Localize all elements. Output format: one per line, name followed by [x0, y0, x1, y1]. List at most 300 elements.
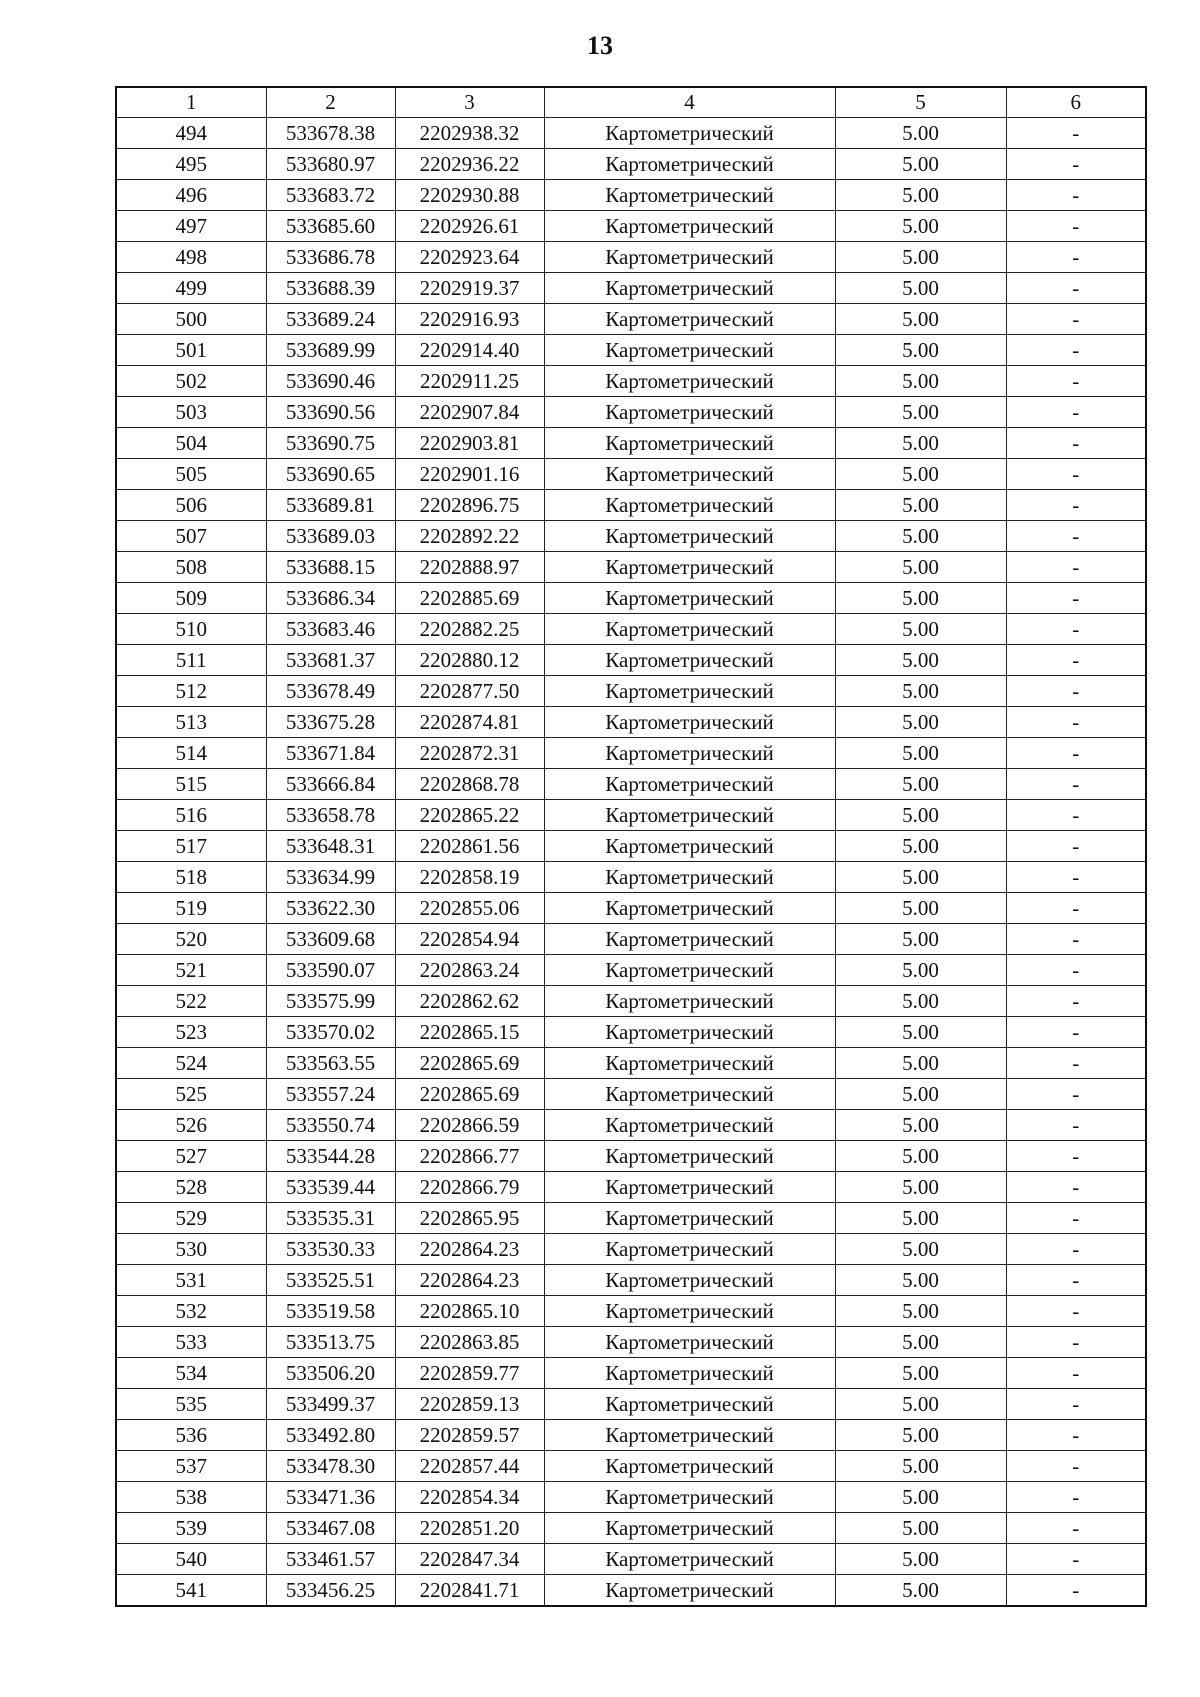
y-coordinate-cell: 2202863.85 — [395, 1327, 544, 1358]
accuracy-cell: 5.00 — [835, 1575, 1006, 1607]
method-cell: Картометрический — [544, 676, 835, 707]
y-coordinate-cell: 2202865.95 — [395, 1203, 544, 1234]
y-coordinate-cell: 2202866.77 — [395, 1141, 544, 1172]
x-coordinate-cell: 533539.44 — [266, 1172, 395, 1203]
table-row — [116, 1513, 1146, 1544]
note-cell: - — [1006, 800, 1146, 831]
method-cell: Картометрический — [544, 211, 835, 242]
accuracy-cell: 5.00 — [835, 180, 1006, 211]
table-row — [116, 800, 1146, 831]
note-cell: - — [1006, 552, 1146, 583]
x-coordinate-cell: 533678.38 — [266, 118, 395, 149]
accuracy-cell: 5.00 — [835, 924, 1006, 955]
note-cell: - — [1006, 1296, 1146, 1327]
table-row — [116, 583, 1146, 614]
method-cell: Картометрический — [544, 738, 835, 769]
x-coordinate-cell: 533461.57 — [266, 1544, 395, 1575]
point-number-cell: 518 — [116, 862, 266, 893]
y-coordinate-cell: 2202866.79 — [395, 1172, 544, 1203]
table-row — [116, 521, 1146, 552]
point-number-cell: 497 — [116, 211, 266, 242]
y-coordinate-cell: 2202865.69 — [395, 1079, 544, 1110]
x-coordinate-cell: 533590.07 — [266, 955, 395, 986]
x-coordinate-cell: 533634.99 — [266, 862, 395, 893]
note-cell: - — [1006, 1575, 1146, 1607]
note-cell: - — [1006, 242, 1146, 273]
method-cell: Картометрический — [544, 335, 835, 366]
x-coordinate-cell: 533467.08 — [266, 1513, 395, 1544]
point-number-cell: 502 — [116, 366, 266, 397]
x-coordinate-cell: 533683.46 — [266, 614, 395, 645]
point-number-cell: 509 — [116, 583, 266, 614]
accuracy-cell: 5.00 — [835, 428, 1006, 459]
point-number-cell: 526 — [116, 1110, 266, 1141]
x-coordinate-cell: 533680.97 — [266, 149, 395, 180]
x-coordinate-cell: 533690.75 — [266, 428, 395, 459]
point-number-cell: 496 — [116, 180, 266, 211]
accuracy-cell: 5.00 — [835, 304, 1006, 335]
x-coordinate-cell: 533648.31 — [266, 831, 395, 862]
note-cell: - — [1006, 831, 1146, 862]
x-coordinate-cell: 533690.56 — [266, 397, 395, 428]
x-coordinate-cell: 533544.28 — [266, 1141, 395, 1172]
note-cell: - — [1006, 1172, 1146, 1203]
table-row — [116, 738, 1146, 769]
accuracy-cell: 5.00 — [835, 366, 1006, 397]
note-cell: - — [1006, 1141, 1146, 1172]
y-coordinate-cell: 2202923.64 — [395, 242, 544, 273]
accuracy-cell: 5.00 — [835, 986, 1006, 1017]
x-coordinate-cell: 533609.68 — [266, 924, 395, 955]
point-number-cell: 529 — [116, 1203, 266, 1234]
y-coordinate-cell: 2202859.13 — [395, 1389, 544, 1420]
point-number-cell: 522 — [116, 986, 266, 1017]
point-number-cell: 520 — [116, 924, 266, 955]
table-row — [116, 1482, 1146, 1513]
accuracy-cell: 5.00 — [835, 831, 1006, 862]
table-header — [116, 87, 1146, 118]
note-cell: - — [1006, 304, 1146, 335]
point-number-cell: 495 — [116, 149, 266, 180]
accuracy-cell: 5.00 — [835, 893, 1006, 924]
y-coordinate-cell: 2202863.24 — [395, 955, 544, 986]
table-row — [116, 180, 1146, 211]
point-number-cell: 515 — [116, 769, 266, 800]
x-coordinate-cell: 533681.37 — [266, 645, 395, 676]
method-cell: Картометрический — [544, 1358, 835, 1389]
accuracy-cell: 5.00 — [835, 676, 1006, 707]
note-cell: - — [1006, 583, 1146, 614]
accuracy-cell: 5.00 — [835, 1327, 1006, 1358]
y-coordinate-cell: 2202919.37 — [395, 273, 544, 304]
point-number-cell: 532 — [116, 1296, 266, 1327]
method-cell: Картометрический — [544, 180, 835, 211]
note-cell: - — [1006, 397, 1146, 428]
table-row — [116, 490, 1146, 521]
accuracy-cell: 5.00 — [835, 552, 1006, 583]
accuracy-cell: 5.00 — [835, 490, 1006, 521]
accuracy-cell: 5.00 — [835, 862, 1006, 893]
point-number-cell: 524 — [116, 1048, 266, 1079]
y-coordinate-cell: 2202861.56 — [395, 831, 544, 862]
table-row — [116, 304, 1146, 335]
table-row — [116, 1389, 1146, 1420]
y-coordinate-cell: 2202864.23 — [395, 1234, 544, 1265]
method-cell: Картометрический — [544, 1048, 835, 1079]
table-row — [116, 676, 1146, 707]
x-coordinate-cell: 533525.51 — [266, 1265, 395, 1296]
method-cell: Картометрический — [544, 1451, 835, 1482]
accuracy-cell: 5.00 — [835, 459, 1006, 490]
y-coordinate-cell: 2202885.69 — [395, 583, 544, 614]
accuracy-cell: 5.00 — [835, 1482, 1006, 1513]
y-coordinate-cell: 2202847.34 — [395, 1544, 544, 1575]
point-number-cell: 531 — [116, 1265, 266, 1296]
y-coordinate-cell: 2202892.22 — [395, 521, 544, 552]
method-cell: Картометрический — [544, 645, 835, 676]
point-number-cell: 537 — [116, 1451, 266, 1482]
method-cell: Картометрический — [544, 862, 835, 893]
table-row — [116, 366, 1146, 397]
y-coordinate-cell: 2202868.78 — [395, 769, 544, 800]
y-coordinate-cell: 2202888.97 — [395, 552, 544, 583]
x-coordinate-cell: 533690.46 — [266, 366, 395, 397]
y-coordinate-cell: 2202864.23 — [395, 1265, 544, 1296]
y-coordinate-cell: 2202938.32 — [395, 118, 544, 149]
point-number-cell: 539 — [116, 1513, 266, 1544]
note-cell: - — [1006, 1265, 1146, 1296]
point-number-cell: 514 — [116, 738, 266, 769]
note-cell: - — [1006, 335, 1146, 366]
table-row — [116, 1544, 1146, 1575]
x-coordinate-cell: 533557.24 — [266, 1079, 395, 1110]
accuracy-cell: 5.00 — [835, 1389, 1006, 1420]
method-cell: Картометрический — [544, 955, 835, 986]
x-coordinate-cell: 533689.03 — [266, 521, 395, 552]
x-coordinate-cell: 533678.49 — [266, 676, 395, 707]
y-coordinate-cell: 2202926.61 — [395, 211, 544, 242]
table-row — [116, 1203, 1146, 1234]
table-row — [116, 335, 1146, 366]
method-cell: Картометрический — [544, 1544, 835, 1575]
accuracy-cell: 5.00 — [835, 149, 1006, 180]
accuracy-cell: 5.00 — [835, 118, 1006, 149]
method-cell: Картометрический — [544, 583, 835, 614]
note-cell: - — [1006, 769, 1146, 800]
accuracy-cell: 5.00 — [835, 800, 1006, 831]
table-row — [116, 1048, 1146, 1079]
note-cell: - — [1006, 1110, 1146, 1141]
point-number-cell: 534 — [116, 1358, 266, 1389]
note-cell: - — [1006, 459, 1146, 490]
method-cell: Картометрический — [544, 1265, 835, 1296]
x-coordinate-cell: 533456.25 — [266, 1575, 395, 1607]
table-row — [116, 1358, 1146, 1389]
table-row — [116, 986, 1146, 1017]
x-coordinate-cell: 533622.30 — [266, 893, 395, 924]
point-number-cell: 501 — [116, 335, 266, 366]
x-coordinate-cell: 533550.74 — [266, 1110, 395, 1141]
accuracy-cell: 5.00 — [835, 1048, 1006, 1079]
table-row — [116, 118, 1146, 149]
x-coordinate-cell: 533658.78 — [266, 800, 395, 831]
table-row — [116, 769, 1146, 800]
table-row — [116, 707, 1146, 738]
accuracy-cell: 5.00 — [835, 1265, 1006, 1296]
x-coordinate-cell: 533575.99 — [266, 986, 395, 1017]
table-row — [116, 893, 1146, 924]
y-coordinate-cell: 2202851.20 — [395, 1513, 544, 1544]
method-cell: Картометрический — [544, 986, 835, 1017]
point-number-cell: 505 — [116, 459, 266, 490]
accuracy-cell: 5.00 — [835, 1234, 1006, 1265]
note-cell: - — [1006, 1048, 1146, 1079]
point-number-cell: 525 — [116, 1079, 266, 1110]
method-cell: Картометрический — [544, 521, 835, 552]
accuracy-cell: 5.00 — [835, 1017, 1006, 1048]
table-row — [116, 1079, 1146, 1110]
method-cell: Картометрический — [544, 800, 835, 831]
table-row — [116, 1575, 1146, 1607]
x-coordinate-cell: 533686.78 — [266, 242, 395, 273]
note-cell: - — [1006, 645, 1146, 676]
accuracy-cell: 5.00 — [835, 1110, 1006, 1141]
method-cell: Картометрический — [544, 1017, 835, 1048]
page-number: 13 — [587, 31, 613, 60]
y-coordinate-cell: 2202880.12 — [395, 645, 544, 676]
point-number-cell: 541 — [116, 1575, 266, 1607]
x-coordinate-cell: 533519.58 — [266, 1296, 395, 1327]
x-coordinate-cell: 533530.33 — [266, 1234, 395, 1265]
note-cell: - — [1006, 893, 1146, 924]
point-number-cell: 516 — [116, 800, 266, 831]
note-cell: - — [1006, 1513, 1146, 1544]
y-coordinate-cell: 2202862.62 — [395, 986, 544, 1017]
table-row — [116, 397, 1146, 428]
y-coordinate-cell: 2202911.25 — [395, 366, 544, 397]
note-cell: - — [1006, 149, 1146, 180]
note-cell: - — [1006, 707, 1146, 738]
x-coordinate-cell: 533690.65 — [266, 459, 395, 490]
y-coordinate-cell: 2202865.10 — [395, 1296, 544, 1327]
x-coordinate-cell: 533688.39 — [266, 273, 395, 304]
accuracy-cell: 5.00 — [835, 583, 1006, 614]
table-body — [116, 118, 1146, 1607]
table-row — [116, 1451, 1146, 1482]
note-cell: - — [1006, 986, 1146, 1017]
accuracy-cell: 5.00 — [835, 1079, 1006, 1110]
x-coordinate-cell: 533675.28 — [266, 707, 395, 738]
x-coordinate-cell: 533685.60 — [266, 211, 395, 242]
accuracy-cell: 5.00 — [835, 1141, 1006, 1172]
note-cell: - — [1006, 1389, 1146, 1420]
note-cell: - — [1006, 180, 1146, 211]
x-coordinate-cell: 533686.34 — [266, 583, 395, 614]
x-coordinate-cell: 533499.37 — [266, 1389, 395, 1420]
y-coordinate-cell: 2202914.40 — [395, 335, 544, 366]
method-cell: Картометрический — [544, 1172, 835, 1203]
method-cell: Картометрический — [544, 149, 835, 180]
accuracy-cell: 5.00 — [835, 1513, 1006, 1544]
y-coordinate-cell: 2202841.71 — [395, 1575, 544, 1607]
table-row — [116, 242, 1146, 273]
accuracy-cell: 5.00 — [835, 1296, 1006, 1327]
x-coordinate-cell: 533478.30 — [266, 1451, 395, 1482]
method-cell: Картометрический — [544, 1234, 835, 1265]
table-row — [116, 459, 1146, 490]
note-cell: - — [1006, 366, 1146, 397]
x-coordinate-cell: 533683.72 — [266, 180, 395, 211]
column-header: 1 — [116, 87, 266, 118]
y-coordinate-cell: 2202854.34 — [395, 1482, 544, 1513]
note-cell: - — [1006, 1482, 1146, 1513]
note-cell: - — [1006, 490, 1146, 521]
point-number-cell: 498 — [116, 242, 266, 273]
point-number-cell: 528 — [116, 1172, 266, 1203]
method-cell: Картометрический — [544, 397, 835, 428]
column-header: 5 — [835, 87, 1006, 118]
method-cell: Картометрический — [544, 118, 835, 149]
coordinates-table — [115, 86, 1147, 1607]
point-number-cell: 507 — [116, 521, 266, 552]
table-row — [116, 924, 1146, 955]
note-cell: - — [1006, 862, 1146, 893]
note-cell: - — [1006, 118, 1146, 149]
note-cell: - — [1006, 1234, 1146, 1265]
accuracy-cell: 5.00 — [835, 769, 1006, 800]
method-cell: Картометрический — [544, 769, 835, 800]
accuracy-cell: 5.00 — [835, 1358, 1006, 1389]
point-number-cell: 523 — [116, 1017, 266, 1048]
point-number-cell: 527 — [116, 1141, 266, 1172]
method-cell: Картометрический — [544, 1110, 835, 1141]
note-cell: - — [1006, 1017, 1146, 1048]
y-coordinate-cell: 2202936.22 — [395, 149, 544, 180]
note-cell: - — [1006, 1203, 1146, 1234]
point-number-cell: 538 — [116, 1482, 266, 1513]
method-cell: Картометрический — [544, 1482, 835, 1513]
table-row — [116, 1141, 1146, 1172]
table-row — [116, 645, 1146, 676]
x-coordinate-cell: 533513.75 — [266, 1327, 395, 1358]
method-cell: Картометрический — [544, 614, 835, 645]
x-coordinate-cell: 533671.84 — [266, 738, 395, 769]
y-coordinate-cell: 2202866.59 — [395, 1110, 544, 1141]
x-coordinate-cell: 533570.02 — [266, 1017, 395, 1048]
y-coordinate-cell: 2202907.84 — [395, 397, 544, 428]
note-cell: - — [1006, 1544, 1146, 1575]
point-number-cell: 500 — [116, 304, 266, 335]
point-number-cell: 503 — [116, 397, 266, 428]
table-row — [116, 1420, 1146, 1451]
y-coordinate-cell: 2202859.77 — [395, 1358, 544, 1389]
accuracy-cell: 5.00 — [835, 614, 1006, 645]
method-cell: Картометрический — [544, 1575, 835, 1607]
x-coordinate-cell: 533688.15 — [266, 552, 395, 583]
accuracy-cell: 5.00 — [835, 1544, 1006, 1575]
table-row — [116, 1110, 1146, 1141]
accuracy-cell: 5.00 — [835, 521, 1006, 552]
accuracy-cell: 5.00 — [835, 707, 1006, 738]
accuracy-cell: 5.00 — [835, 645, 1006, 676]
x-coordinate-cell: 533689.99 — [266, 335, 395, 366]
method-cell: Картометрический — [544, 304, 835, 335]
method-cell: Картометрический — [544, 428, 835, 459]
x-coordinate-cell: 533492.80 — [266, 1420, 395, 1451]
accuracy-cell: 5.00 — [835, 1420, 1006, 1451]
accuracy-cell: 5.00 — [835, 211, 1006, 242]
table-row — [116, 862, 1146, 893]
accuracy-cell: 5.00 — [835, 955, 1006, 986]
y-coordinate-cell: 2202872.31 — [395, 738, 544, 769]
y-coordinate-cell: 2202930.88 — [395, 180, 544, 211]
note-cell: - — [1006, 273, 1146, 304]
note-cell: - — [1006, 1420, 1146, 1451]
y-coordinate-cell: 2202865.22 — [395, 800, 544, 831]
point-number-cell: 510 — [116, 614, 266, 645]
point-number-cell: 513 — [116, 707, 266, 738]
header-row — [116, 87, 1146, 118]
x-coordinate-cell: 533666.84 — [266, 769, 395, 800]
y-coordinate-cell: 2202865.15 — [395, 1017, 544, 1048]
note-cell: - — [1006, 1358, 1146, 1389]
point-number-cell: 499 — [116, 273, 266, 304]
point-number-cell: 504 — [116, 428, 266, 459]
column-header: 2 — [266, 87, 395, 118]
x-coordinate-cell: 533506.20 — [266, 1358, 395, 1389]
column-header: 4 — [544, 87, 835, 118]
x-coordinate-cell: 533471.36 — [266, 1482, 395, 1513]
point-number-cell: 530 — [116, 1234, 266, 1265]
table-row — [116, 1327, 1146, 1358]
accuracy-cell: 5.00 — [835, 1203, 1006, 1234]
table-row — [116, 955, 1146, 986]
x-coordinate-cell: 533689.24 — [266, 304, 395, 335]
note-cell: - — [1006, 521, 1146, 552]
method-cell: Картометрический — [544, 242, 835, 273]
accuracy-cell: 5.00 — [835, 1451, 1006, 1482]
accuracy-cell: 5.00 — [835, 242, 1006, 273]
x-coordinate-cell: 533563.55 — [266, 1048, 395, 1079]
method-cell: Картометрический — [544, 1141, 835, 1172]
method-cell: Картометрический — [544, 1296, 835, 1327]
method-cell: Картометрический — [544, 552, 835, 583]
point-number-cell: 494 — [116, 118, 266, 149]
note-cell: - — [1006, 738, 1146, 769]
y-coordinate-cell: 2202877.50 — [395, 676, 544, 707]
table-row — [116, 552, 1146, 583]
note-cell: - — [1006, 1079, 1146, 1110]
y-coordinate-cell: 2202865.69 — [395, 1048, 544, 1079]
point-number-cell: 519 — [116, 893, 266, 924]
column-header: 3 — [395, 87, 544, 118]
accuracy-cell: 5.00 — [835, 397, 1006, 428]
y-coordinate-cell: 2202858.19 — [395, 862, 544, 893]
method-cell: Картометрический — [544, 273, 835, 304]
y-coordinate-cell: 2202855.06 — [395, 893, 544, 924]
method-cell: Картометрический — [544, 1327, 835, 1358]
method-cell: Картометрический — [544, 1389, 835, 1420]
point-number-cell: 540 — [116, 1544, 266, 1575]
note-cell: - — [1006, 924, 1146, 955]
point-number-cell: 508 — [116, 552, 266, 583]
point-number-cell: 533 — [116, 1327, 266, 1358]
point-number-cell: 521 — [116, 955, 266, 986]
note-cell: - — [1006, 955, 1146, 986]
x-coordinate-cell: 533689.81 — [266, 490, 395, 521]
method-cell: Картометрический — [544, 1079, 835, 1110]
method-cell: Картометрический — [544, 924, 835, 955]
